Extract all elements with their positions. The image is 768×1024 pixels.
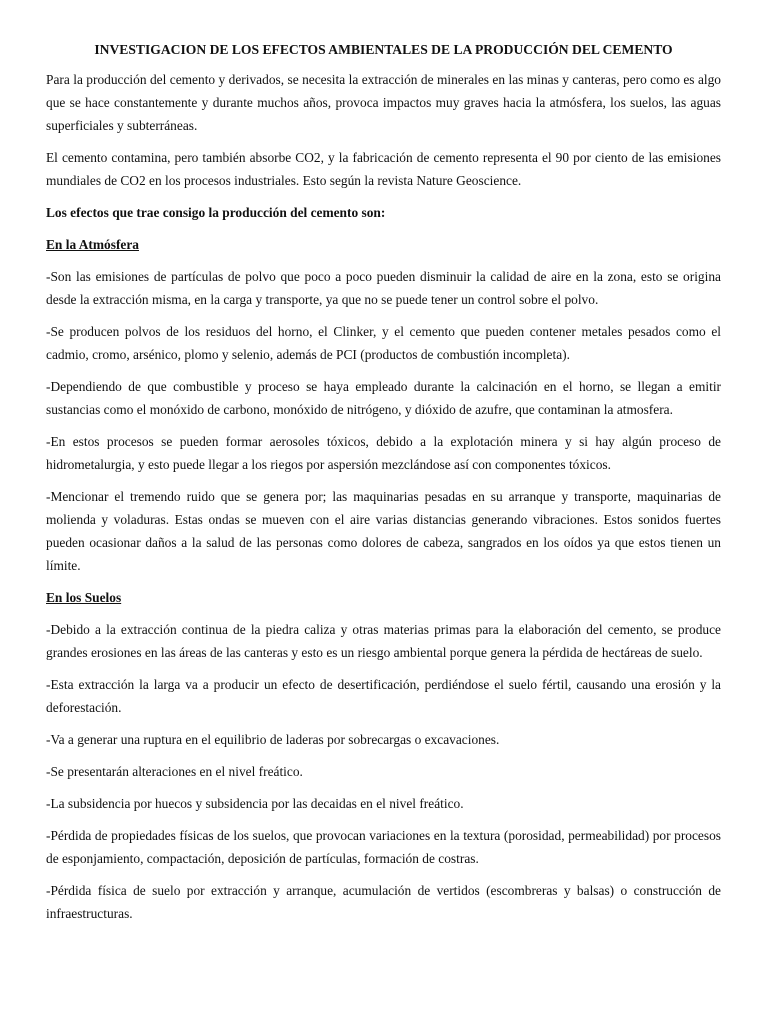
section-paragraph: -Son las emisiones de partículas de polvo que poco a poco pueden disminuir la calidad de aire en la zona, esto se origina desde la extracción misma, en la carga y transporte, ya que no se puede tener un control sobre el polvo. bbox=[46, 269, 721, 307]
section-paragraph: -La subsidencia por huecos y subsidencia por las decaidas en el nivel freático. bbox=[46, 796, 464, 811]
section-paragraph: -En estos procesos se pueden formar aerosoles tóxicos, debido a la explotación minera y si hay algún proceso de hidrometalurgia, y esto puede llegar a los riegos por aspersión mezclándose así con componentes tóxicos. bbox=[46, 434, 721, 472]
section-paragraph: -Se producen polvos de los residuos del horno, el Clinker, y el cemento que pueden contener metales pesados como el cadmio, cromo, arsénico, plomo y selenio, además de PCI (productos de combustión incompleta). bbox=[46, 324, 721, 362]
intro-paragraph: Para la producción del cemento y derivados, se necesita la extracción de minerales en las minas y canteras, pero como es algo que se hace constantemente y durante muchos años, provoca impactos muy graves hacia la atmósfera, los suelos, las aguas superficiales y subterráneas. bbox=[46, 72, 721, 133]
section-paragraph: -Esta extracción la larga va a producir un efecto de desertificación, perdiéndose el suelo fértil, causando una erosión y la deforestación. bbox=[46, 677, 721, 715]
document-title: INVESTIGACION DE LOS EFECTOS AMBIENTALES DE LA PRODUCCIÓN DEL CEMENTO bbox=[94, 42, 673, 57]
section-paragraph: -Va a generar una ruptura en el equilibrio de laderas por sobrecargas o excavaciones. bbox=[46, 732, 500, 747]
section-paragraph: -Dependiendo de que combustible y proceso se haya empleado durante la calcinación en el horno, se llegan a emitir sustancias como el monóxido de carbono, monóxido de nitrógeno, y dióxido de azufre, que contaminan la atmosfera. bbox=[46, 379, 721, 417]
section-paragraph: -Pérdida física de suelo por extracción y arranque, acumulación de vertidos (escombreras y balsas) o construcción de infraestructuras. bbox=[46, 883, 721, 921]
effects-heading: Los efectos que trae consigo la producción del cemento son: bbox=[46, 205, 386, 220]
section-paragraph: -Mencionar el tremendo ruido que se genera por; las maquinarias pesadas en su arranque y transporte, maquinarias de molienda y voladuras. Estas ondas se mueven con el aire varias distancias generando vibraciones. Estos sonidos fuertes pueden ocasionar daños a la salud de las personas como dolores de cabeza, sangrados en los oídos ya que estos tienen un límite. bbox=[46, 489, 721, 573]
section-paragraph: -Se presentarán alteraciones en el nivel freático. bbox=[46, 764, 303, 779]
section-heading-suelos: En los Suelos bbox=[46, 590, 122, 605]
section-paragraph: -Pérdida de propiedades físicas de los suelos, que provocan variaciones en la textura (porosidad, permeabilidad) por procesos de esponjamiento, compactación, deposición de partículas, formación de costras. bbox=[46, 828, 721, 866]
section-paragraph: -Debido a la extracción continua de la piedra caliza y otras materias primas para la elaboración del cemento, se produce grandes erosiones en las áreas de las canteras y esto es un riesgo ambiental porque genera la pérdida de hectáreas de suelo. bbox=[46, 622, 721, 660]
intro-paragraph: El cemento contamina, pero también absorbe CO2, y la fabricación de cemento representa el 90 por ciento de las emisiones mundiales de CO2 en los procesos industriales. Esto según la revista Nature Geoscience. bbox=[46, 150, 721, 188]
section-heading-atmosfera: En la Atmósfera bbox=[46, 237, 139, 252]
